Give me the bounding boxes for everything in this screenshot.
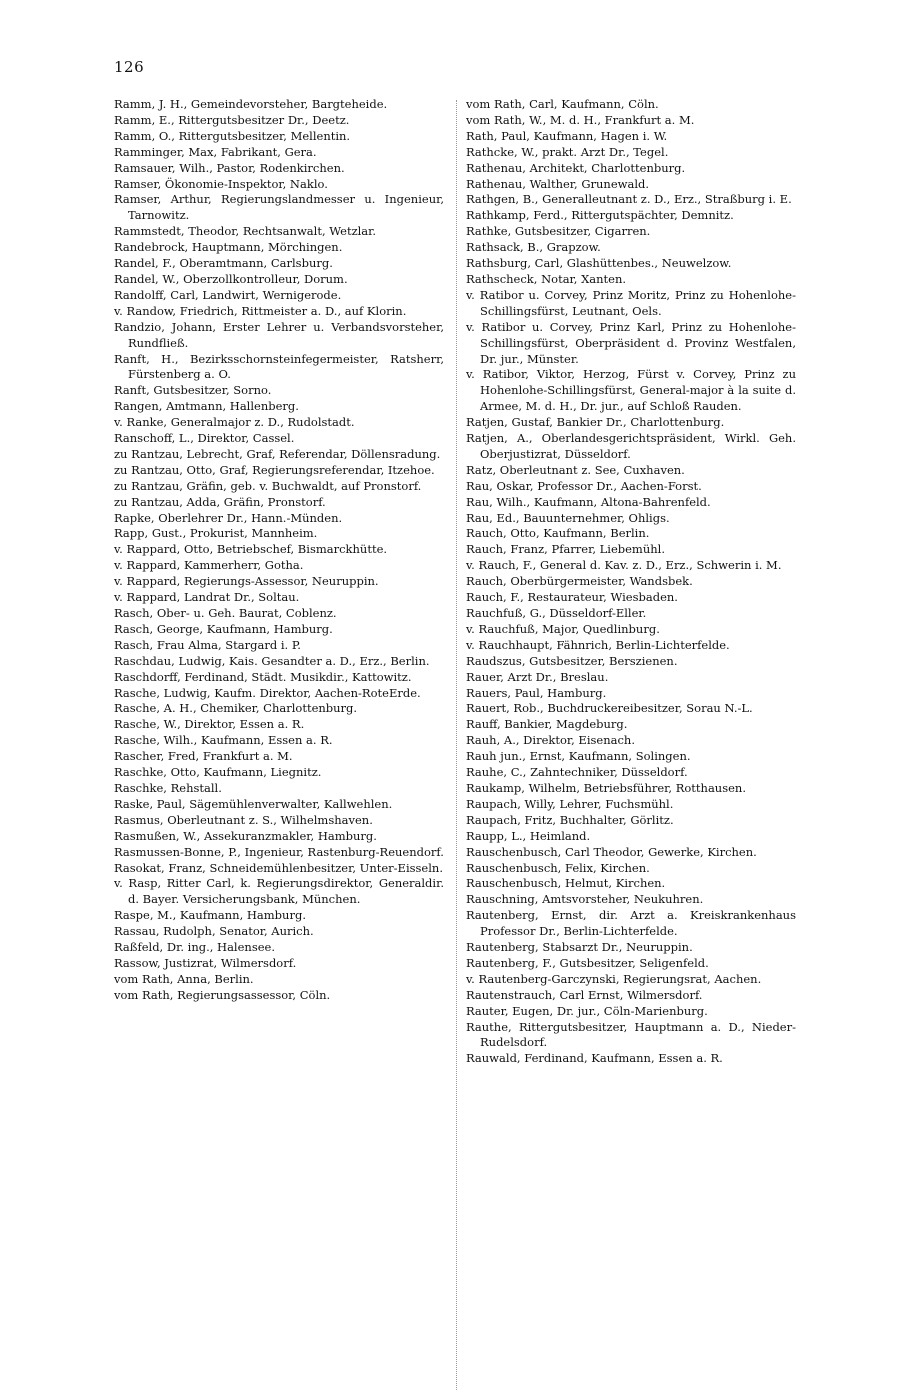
directory-entry: Rasmussen-Bonne, P., Ingenieur, Rastenburg-Reuendorf. (114, 844, 444, 859)
directory-entry: Rauch, F., Restaurateur, Wiesbaden. (466, 590, 678, 605)
directory-entry: Ramser, Ökonomie-Inspektor, Naklo. (114, 176, 328, 191)
directory-entry: Rauter, Eugen, Dr. jur., Cöln-Marienburg. (466, 1003, 708, 1018)
directory-entry: v. Rasp, Ritter Carl, k. Regierungsdirektor, Generaldir. d. Bayer. Versicherungsbank, München. (114, 876, 444, 907)
directory-entry: v. Ranke, Generalmajor z. D., Rudolstadt. (114, 415, 355, 430)
directory-entry: Rautenberg, Ernst, dir. Arzt a. Kreiskrankenhaus Professor Dr., Berlin-Lichterfelde. (466, 908, 796, 939)
directory-entry: Rathsack, B., Grapzow. (466, 240, 601, 255)
left-column (114, 97, 444, 1004)
directory-entry: Rasche, Wilh., Kaufmann, Essen a. R. (114, 733, 333, 748)
directory-entry: Randebrock, Hauptmann, Mörchingen. (114, 240, 343, 255)
directory-entry: Rauhe, C., Zahntechniker, Düsseldorf. (466, 765, 688, 780)
directory-entry: Raukamp, Wilhelm, Betriebsführer, Rotthausen. (466, 780, 746, 795)
directory-entry: Rauschning, Amtsvorsteher, Neukuhren. (466, 892, 704, 907)
directory-entry: Rauert, Rob., Buchdruckereibesitzer, Sorau N.-L. (466, 701, 753, 716)
directory-entry: Rasche, Ludwig, Kaufm. Direktor, Aachen-RoteErde. (114, 685, 421, 700)
directory-entry: Raschke, Otto, Kaufmann, Liegnitz. (114, 765, 322, 780)
directory-entry: Rau, Ed., Bauunternehmer, Ohligs. (466, 510, 670, 525)
directory-entry: Raspe, M., Kaufmann, Hamburg. (114, 908, 306, 923)
directory-entry: Rathenau, Architekt, Charlottenburg. (466, 160, 686, 175)
directory-entry: Ranft, Gutsbesitzer, Sorno. (114, 383, 272, 398)
directory-entry: Randel, F., Oberamtmann, Carlsburg. (114, 256, 333, 271)
directory-entry: Rauch, Oberbürgermeister, Wandsbek. (466, 574, 693, 589)
directory-entry: Raupach, Fritz, Buchhalter, Görlitz. (466, 812, 674, 827)
directory-entry: v. Rappard, Otto, Betriebschef, Bismarckhütte. (114, 542, 388, 557)
directory-entry: vom Rath, Anna, Berlin. (114, 971, 254, 986)
directory-entry: Rathgen, B., Generalleutnant z. D., Erz., Straßburg i. E. (466, 192, 792, 207)
directory-entry: Rauschenbusch, Helmut, Kirchen. (466, 876, 666, 891)
directory-entry: Raschdau, Ludwig, Kais. Gesandter a. D., Erz., Berlin. (114, 653, 430, 668)
directory-entry: Randzio, Johann, Erster Lehrer u. Verbandsvorsteher, Rundfließ. (114, 319, 444, 350)
directory-entry: v. Ratibor u. Corvey, Prinz Karl, Prinz zu Hohenlohe-Schillingsfürst, Oberpräsident d. Provinz Westfalen, Dr. jur., Münster. (466, 319, 796, 366)
directory-entry: Rautenberg, F., Gutsbesitzer, Seligenfeld. (466, 955, 709, 970)
directory-entry: Ratjen, A., Oberlandesgerichtspräsident, Wirkl. Geh. Oberjustizrat, Düsseldorf. (466, 431, 796, 461)
directory-entry: Rauch, Otto, Kaufmann, Berlin. (466, 526, 650, 541)
directory-entry: Rauh, A., Direktor, Eisenach. (466, 733, 635, 748)
directory-entry: Rauch, Franz, Pfarrer, Liebemühl. (466, 542, 665, 557)
directory-entry: Ramm, J. H., Gemeindevorsteher, Bargteheide. (114, 97, 388, 111)
directory-entry: v. Rappard, Kammerherr, Gotha. (114, 558, 304, 573)
directory-entry: Rasche, A. H., Chemiker, Charlottenburg. (114, 701, 358, 716)
directory-entry: Rasche, W., Direktor, Essen a. R. (114, 717, 305, 732)
right-column (466, 97, 796, 1067)
directory-entry: Raßfeld, Dr. ing., Halensee. (114, 940, 275, 955)
directory-entry: Rautenstrauch, Carl Ernst, Wilmersdorf. (466, 987, 703, 1002)
directory-entry: v. Rautenberg-Garczynski, Regierungsrat, Aachen. (466, 971, 762, 986)
directory-entry: Rathcke, W., prakt. Arzt Dr., Tegel. (466, 144, 669, 159)
directory-entry: Rau, Wilh., Kaufmann, Altona-Bahrenfeld. (466, 494, 711, 509)
directory-entry: vom Rath, W., M. d. H., Frankfurt a. M. (466, 112, 695, 127)
directory-entry: Rauthe, Rittergutsbesitzer, Hauptmann a. D., Nieder-Rudelsdorf. (466, 1019, 796, 1050)
directory-entry: Rasch, George, Kaufmann, Hamburg. (114, 621, 333, 636)
directory-entry: Rathscheck, Notar, Xanten. (466, 271, 627, 286)
directory-entry: Rapke, Oberlehrer Dr., Hann.-Münden. (114, 510, 343, 525)
directory-entry: v. Rappard, Regierungs-Assessor, Neuruppin. (114, 574, 379, 589)
directory-entry: Rammstedt, Theodor, Rechtsanwalt, Wetzlar. (114, 224, 377, 239)
directory-entry: v. Ratibor u. Corvey, Prinz Moritz, Prinz zu Hohenlohe-Schillingsfürst, Leutnant, Oels. (466, 287, 796, 318)
directory-entry: Ratjen, Gustaf, Bankier Dr., Charlottenburg. (466, 415, 725, 430)
directory-entry: Rangen, Amtmann, Hallenberg. (114, 399, 299, 414)
directory-entry: Rasch, Frau Alma, Stargard i. P. (114, 637, 301, 652)
directory-entry: vom Rath, Carl, Kaufmann, Cöln. (466, 97, 659, 111)
directory-entry: Raske, Paul, Sägemühlenverwalter, Kallwehlen. (114, 796, 393, 811)
directory-entry: Rauchfuß, G., Düsseldorf-Eller. (466, 606, 647, 620)
directory-entry: Rauer, Arzt Dr., Breslau. (466, 669, 609, 684)
directory-entry: Ranft, H., Bezirksschornsteinfegermeister, Ratsherr, Fürstenberg a. O. (114, 351, 444, 382)
directory-entry: v. Rauchhaupt, Fähnrich, Berlin-Lichterfelde. (466, 637, 730, 652)
directory-entry: Rauh jun., Ernst, Kaufmann, Solingen. (466, 749, 691, 764)
directory-entry: Ramm, E., Rittergutsbesitzer Dr., Deetz. (114, 112, 350, 127)
directory-entry: Randolff, Carl, Landwirt, Wernigerode. (114, 287, 342, 302)
directory-entry: v. Rappard, Landrat Dr., Soltau. (114, 590, 300, 605)
directory-entry: Randel, W., Oberzollkontrolleur, Dorum. (114, 271, 348, 286)
directory-entry: Rau, Oskar, Professor Dr., Aachen-Forst. (466, 478, 702, 493)
page-number: 126 (114, 58, 145, 76)
directory-entry: zu Rantzau, Adda, Gräfin, Pronstorf. (114, 494, 326, 509)
directory-entry: Rathkamp, Ferd., Rittergutspächter, Demnitz. (466, 208, 734, 223)
directory-entry: Ramm, O., Rittergutsbesitzer, Mellentin. (114, 128, 351, 143)
directory-entry: Ramsauer, Wilh., Pastor, Rodenkirchen. (114, 160, 345, 175)
directory-entry: vom Rath, Regierungsassessor, Cöln. (114, 987, 331, 1002)
directory-entry: Ramser, Arthur, Regierungslandmesser u. Ingenieur, Tarnowitz. (114, 192, 444, 223)
directory-entry: Rapp, Gust., Prokurist, Mannheim. (114, 526, 318, 541)
directory-entry: Raschdorff, Ferdinand, Städt. Musikdir., Kattowitz. (114, 669, 412, 684)
directory-entry: v. Rauchfuß, Major, Quedlinburg. (466, 621, 660, 636)
directory-entry: Raschke, Rehstall. (114, 780, 222, 795)
directory-entry: Rath, Paul, Kaufmann, Hagen i. W. (466, 128, 668, 143)
directory-entry: Rathsburg, Carl, Glashüttenbes., Neuwelzow. (466, 256, 732, 271)
directory-entry: Rassow, Justizrat, Wilmersdorf. (114, 955, 297, 970)
directory-entry: Rauff, Bankier, Magdeburg. (466, 717, 628, 732)
directory-entry: Rascher, Fred, Frankfurt a. M. (114, 749, 293, 764)
directory-entry: Rasokat, Franz, Schneidemühlenbesitzer, Unter-Eisseln. (114, 860, 443, 875)
directory-entry: Rassau, Rudolph, Senator, Aurich. (114, 924, 314, 939)
directory-entry: Rathenau, Walther, Grunewald. (466, 176, 650, 191)
directory-entry: Ramminger, Max, Fabrikant, Gera. (114, 144, 317, 159)
directory-entry: v. Rauch, F., General d. Kav. z. D., Erz., Schwerin i. M. (466, 558, 782, 573)
directory-entry: Ranschoff, L., Direktor, Cassel. (114, 431, 295, 446)
directory-entry: zu Rantzau, Gräfin, geb. v. Buchwaldt, auf Pronstorf. (114, 478, 422, 493)
directory-entry: Rauwald, Ferdinand, Kaufmann, Essen a. R. (466, 1051, 723, 1066)
directory-entry: Rasmußen, W., Assekuranzmakler, Hamburg. (114, 828, 377, 843)
directory-entry: Rauschenbusch, Carl Theodor, Gewerke, Kirchen. (466, 844, 757, 859)
column-divider (456, 100, 457, 1390)
directory-entry: Raupp, L., Heimland. (466, 828, 591, 843)
directory-entry: Ratz, Oberleutnant z. See, Cuxhaven. (466, 462, 685, 477)
directory-entry: Raupach, Willy, Lehrer, Fuchsmühl. (466, 796, 674, 811)
directory-entry: v. Ratibor, Viktor, Herzog, Fürst v. Corvey, Prinz zu Hohenlohe-Schillingsfürst, General-major à la suite d. Armee, M. d. H., Dr. jur., auf Schloß Rauden. (466, 367, 796, 414)
directory-entry: Rasmus, Oberleutnant z. S., Wilhelmshaven. (114, 812, 373, 827)
directory-entry: Rauers, Paul, Hamburg. (466, 685, 607, 700)
directory-entry: Rauschenbusch, Felix, Kirchen. (466, 860, 650, 875)
directory-entry: v. Randow, Friedrich, Rittmeister a. D., auf Klorin. (114, 303, 407, 318)
directory-entry: Rasch, Ober- u. Geh. Baurat, Coblenz. (114, 606, 337, 620)
directory-entry: zu Rantzau, Lebrecht, Graf, Referendar, Döllensradung. (114, 446, 441, 461)
directory-entry: Raudszus, Gutsbesitzer, Berszienen. (466, 653, 678, 668)
directory-entry: Rautenberg, Stabsarzt Dr., Neuruppin. (466, 940, 693, 955)
directory-entry: Rathke, Gutsbesitzer, Cigarren. (466, 224, 651, 239)
directory-entry: zu Rantzau, Otto, Graf, Regierungsreferendar, Itzehoe. (114, 462, 435, 477)
